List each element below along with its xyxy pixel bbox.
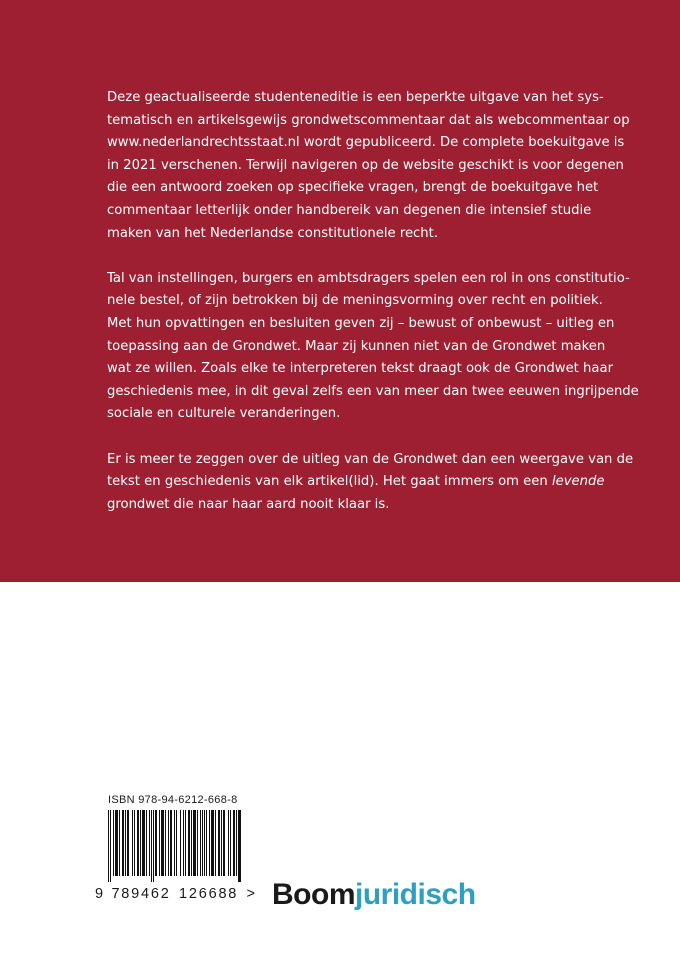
blurb-line: commentaar letterlijk onder handbereik van degenen die intensief studie bbox=[107, 202, 592, 218]
blurb-line: geschiedenis mee, in dit geval zelfs een van meer dan twee eeuwen ingrijpende bbox=[107, 383, 639, 399]
blurb-line: Tal van instellingen, burgers en ambtsdragers spelen een rol in ons constitutio- bbox=[107, 270, 630, 286]
barcode-bar bbox=[211, 810, 214, 876]
barcode-bar bbox=[127, 810, 129, 876]
barcode-bar bbox=[176, 810, 177, 876]
publisher-logo-juridisch: juridisch bbox=[355, 878, 476, 911]
barcode bbox=[108, 810, 242, 882]
barcode-bar bbox=[202, 810, 203, 876]
blurb-paragraph-1 bbox=[107, 87, 630, 245]
barcode-bar bbox=[197, 810, 198, 876]
barcode-bar bbox=[230, 810, 231, 876]
barcode-bar bbox=[134, 810, 135, 876]
barcode-bar bbox=[149, 810, 150, 876]
barcode-bar bbox=[183, 810, 184, 876]
barcode-bar bbox=[122, 810, 124, 876]
barcode-bar bbox=[174, 810, 175, 876]
barcode-bar bbox=[170, 810, 172, 876]
barcode-bar bbox=[193, 810, 196, 876]
barcode-bar bbox=[204, 810, 205, 876]
blurb-emphasis: levende bbox=[551, 474, 605, 490]
barcode-bar bbox=[155, 810, 157, 876]
barcode-bar bbox=[191, 810, 192, 876]
blurb-line: die een antwoord zoeken op specifieke vragen, brengt de boekuitgave het bbox=[107, 180, 599, 196]
barcode-bar bbox=[125, 810, 126, 876]
barcode-bar bbox=[238, 810, 241, 882]
barcode-bar bbox=[132, 810, 133, 876]
cover-blurb bbox=[107, 87, 639, 516]
blurb-paragraph-3 bbox=[107, 449, 634, 517]
barcode-bar bbox=[223, 810, 225, 876]
barcode-bar bbox=[159, 810, 160, 876]
barcode-bar bbox=[215, 810, 216, 876]
blurb-line: in 2021 verschenen. Terwijl navigeren op de website geschikt is voor degenen bbox=[107, 157, 624, 173]
barcode-bar bbox=[209, 810, 210, 876]
barcode-bar bbox=[113, 810, 114, 876]
blurb-line: toepassing aan de Grondwet. Maar zij kunnen niet van de Grondwet maken bbox=[107, 338, 606, 354]
barcode-bar bbox=[142, 810, 145, 876]
barcode-bar bbox=[168, 810, 169, 876]
barcode-bar bbox=[151, 810, 152, 882]
barcode-bar bbox=[185, 810, 186, 876]
barcode-bar bbox=[221, 810, 222, 876]
barcode-bar bbox=[110, 810, 111, 882]
barcode-bar bbox=[228, 810, 229, 876]
blurb-line: Met hun opvattingen en besluiten geven zij – bewust of onbewust – uitleg en bbox=[107, 315, 615, 331]
publisher-logo bbox=[272, 880, 476, 910]
barcode-bar bbox=[180, 810, 181, 876]
barcode-bar bbox=[108, 810, 109, 882]
publisher-logo-boom: Boom bbox=[272, 878, 355, 911]
barcode-bar bbox=[137, 810, 139, 876]
blurb-line: sociale en culturele veranderingen. bbox=[107, 406, 341, 422]
blurb-line: Deze geactualiseerde studenteneditie is een beperkte uitgave van het sys- bbox=[107, 90, 604, 105]
barcode-bar bbox=[115, 810, 118, 876]
blurb-line: nele bestel, of zijn betrokken bij de meningsvorming over recht en politiek. bbox=[107, 293, 603, 309]
barcode-right-group: 126688 bbox=[178, 886, 239, 902]
barcode-bar bbox=[206, 810, 207, 876]
barcode-bar bbox=[236, 810, 237, 876]
blurb-line bbox=[107, 471, 605, 494]
barcode-bar bbox=[188, 810, 190, 876]
blurb-line: www.nederlandrechtsstaat.nl wordt gepubliceerd. De complete boekuitgave is bbox=[107, 135, 625, 151]
barcode-bar bbox=[218, 810, 220, 876]
barcode-bar bbox=[146, 810, 147, 876]
barcode-bar bbox=[119, 810, 120, 876]
blurb-paragraph-2 bbox=[107, 268, 639, 426]
barcode-left-group: 789462 bbox=[111, 886, 171, 902]
barcode-bar bbox=[165, 810, 166, 876]
barcode-bar bbox=[161, 810, 164, 876]
isbn-label: ISBN 978-94-6212-668-8 bbox=[108, 794, 238, 806]
barcode-bar bbox=[233, 810, 235, 876]
blurb-line: Er is meer te zeggen over de uitleg van de Grondwet dan een weergave van de bbox=[107, 451, 634, 467]
blurb-line: maken van het Nederlandse constitutionele recht. bbox=[107, 225, 439, 241]
barcode-bar bbox=[153, 810, 154, 882]
blurb-line: wat ze willen. Zoals elke te interpreteren tekst draagt ook de Grondwet haar bbox=[107, 361, 613, 377]
barcode-bar bbox=[200, 810, 201, 876]
barcode-first-digit: 9 bbox=[95, 886, 104, 902]
blurb-line-text: tekst en geschiedenis van elk artikel(lid). Het gaat immers om een bbox=[107, 474, 552, 490]
blurb-line: grondwet die naar haar aard nooit klaar is. bbox=[107, 496, 390, 512]
blurb-line: tematisch en artikelsgewijs grondwetscommentaar dat als webcommentaar op bbox=[107, 112, 630, 128]
barcode-quiet-mark: > bbox=[246, 886, 255, 902]
barcode-number bbox=[95, 886, 255, 902]
barcode-bar bbox=[140, 810, 141, 876]
